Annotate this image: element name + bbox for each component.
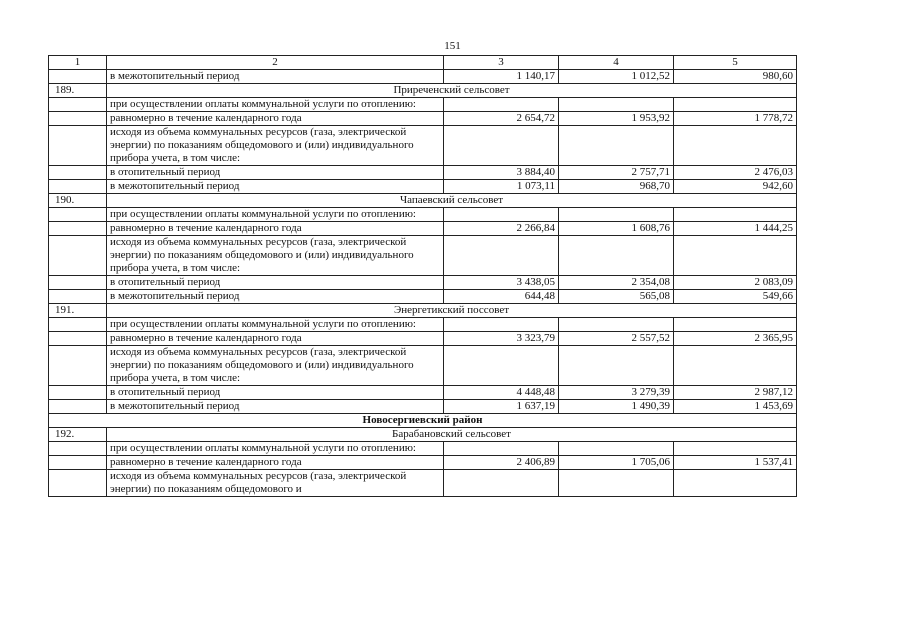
note-text: при осуществлении оплаты коммунальной услуги по отоплению: [107, 318, 444, 332]
empty-cell [559, 236, 674, 276]
value-cell: 1 537,41 [674, 456, 797, 470]
empty-cell [444, 470, 559, 497]
empty-cell [49, 346, 107, 386]
column-header: 4 [559, 56, 674, 70]
value-cell: 980,60 [674, 70, 797, 84]
column-header: 2 [107, 56, 444, 70]
column-header: 1 [49, 56, 107, 70]
value-cell: 2 987,12 [674, 386, 797, 400]
region-row [49, 414, 797, 428]
row-label: в отопительный период [107, 386, 444, 400]
value-cell: 1 490,39 [559, 400, 674, 414]
note-row [49, 236, 797, 276]
tariff-table [48, 55, 797, 497]
empty-cell [49, 126, 107, 166]
value-cell: 1 778,72 [674, 112, 797, 126]
empty-cell [674, 98, 797, 112]
empty-cell [674, 442, 797, 456]
row-label: в межотопительный период [107, 70, 444, 84]
empty-cell [559, 208, 674, 222]
note-row [49, 208, 797, 222]
empty-cell [444, 126, 559, 166]
value-cell: 2 757,71 [559, 166, 674, 180]
row-label: в отопительный период [107, 166, 444, 180]
empty-cell [674, 236, 797, 276]
table-row [49, 276, 797, 290]
empty-cell [49, 236, 107, 276]
row-number [49, 276, 107, 290]
row-label: равномерно в течение календарного года [107, 112, 444, 126]
section-number: 189. [49, 84, 107, 98]
empty-cell [674, 470, 797, 497]
empty-cell [49, 98, 107, 112]
value-cell: 1 608,76 [559, 222, 674, 236]
section-title: Приреченский сельсовет [107, 84, 797, 98]
row-number [49, 70, 107, 84]
value-cell: 1 012,52 [559, 70, 674, 84]
note-row [49, 470, 797, 497]
row-number [49, 112, 107, 126]
empty-cell [49, 318, 107, 332]
row-label: равномерно в течение календарного года [107, 332, 444, 346]
value-cell: 644,48 [444, 290, 559, 304]
value-cell: 3 323,79 [444, 332, 559, 346]
value-cell: 1 140,17 [444, 70, 559, 84]
value-cell: 942,60 [674, 180, 797, 194]
empty-cell [559, 318, 674, 332]
value-cell: 549,66 [674, 290, 797, 304]
empty-cell [674, 208, 797, 222]
table-row [49, 400, 797, 414]
table-row [49, 112, 797, 126]
empty-cell [444, 346, 559, 386]
empty-cell [559, 442, 674, 456]
empty-cell [444, 236, 559, 276]
section-number: 192. [49, 428, 107, 442]
row-number [49, 400, 107, 414]
column-header: 3 [444, 56, 559, 70]
value-cell: 2 406,89 [444, 456, 559, 470]
table-row [49, 70, 797, 84]
empty-cell [49, 208, 107, 222]
value-cell: 968,70 [559, 180, 674, 194]
row-number [49, 386, 107, 400]
empty-cell [49, 470, 107, 497]
value-cell: 2 557,52 [559, 332, 674, 346]
empty-cell [559, 98, 674, 112]
row-label: в межотопительный период [107, 180, 444, 194]
section-row [49, 84, 797, 98]
empty-cell [444, 442, 559, 456]
value-cell: 3 438,05 [444, 276, 559, 290]
empty-cell [49, 442, 107, 456]
note-text: при осуществлении оплаты коммунальной услуги по отоплению: [107, 208, 444, 222]
section-row [49, 428, 797, 442]
table-row [49, 386, 797, 400]
table-row [49, 222, 797, 236]
value-cell: 2 266,84 [444, 222, 559, 236]
table-row [49, 332, 797, 346]
section-row [49, 194, 797, 208]
section-title: Энергетикский поссовет [107, 304, 797, 318]
row-number [49, 290, 107, 304]
empty-cell [674, 318, 797, 332]
empty-cell [559, 346, 674, 386]
row-number [49, 456, 107, 470]
empty-cell [444, 318, 559, 332]
note-row [49, 98, 797, 112]
note-text: при осуществлении оплаты коммунальной услуги по отоплению: [107, 98, 444, 112]
empty-cell [559, 126, 674, 166]
page-number: 151 [444, 40, 461, 52]
table-row [49, 180, 797, 194]
note-text: при осуществлении оплаты коммунальной услуги по отоплению: [107, 442, 444, 456]
region-title: Новосергиевский район [49, 414, 797, 428]
note-row [49, 346, 797, 386]
table-row [49, 166, 797, 180]
column-header: 5 [674, 56, 797, 70]
empty-cell [674, 126, 797, 166]
section-title: Барабановский сельсовет [107, 428, 797, 442]
row-label: равномерно в течение календарного года [107, 222, 444, 236]
value-cell: 565,08 [559, 290, 674, 304]
value-cell: 2 083,09 [674, 276, 797, 290]
value-cell: 3 279,39 [559, 386, 674, 400]
value-cell: 1 073,11 [444, 180, 559, 194]
table-row [49, 456, 797, 470]
row-label: в межотопительный период [107, 400, 444, 414]
section-number: 190. [49, 194, 107, 208]
section-number: 191. [49, 304, 107, 318]
value-cell: 1 637,19 [444, 400, 559, 414]
value-cell: 2 354,08 [559, 276, 674, 290]
section-title: Чапаевский сельсовет [107, 194, 797, 208]
empty-cell [444, 98, 559, 112]
value-cell: 1 444,25 [674, 222, 797, 236]
empty-cell [444, 208, 559, 222]
note-row [49, 442, 797, 456]
value-cell: 2 365,95 [674, 332, 797, 346]
value-cell: 3 884,40 [444, 166, 559, 180]
row-number [49, 180, 107, 194]
note-text: исходя из объема коммунальных ресурсов (газа, электрической энергии) по показаниям общедомового и [107, 470, 444, 497]
table-header-row [49, 56, 797, 70]
value-cell: 1 453,69 [674, 400, 797, 414]
row-label: в отопительный период [107, 276, 444, 290]
empty-cell [559, 470, 674, 497]
value-cell: 2 654,72 [444, 112, 559, 126]
value-cell: 1 953,92 [559, 112, 674, 126]
row-number [49, 332, 107, 346]
table-row [49, 290, 797, 304]
row-number [49, 166, 107, 180]
note-text: исходя из объема коммунальных ресурсов (газа, электрической энергии) по показаниям общедомового и (или) индивидуального прибора учета, в том числе: [107, 236, 444, 276]
row-label: в межотопительный период [107, 290, 444, 304]
row-label: равномерно в течение календарного года [107, 456, 444, 470]
value-cell: 4 448,48 [444, 386, 559, 400]
note-row [49, 126, 797, 166]
row-number [49, 222, 107, 236]
value-cell: 1 705,06 [559, 456, 674, 470]
note-row [49, 318, 797, 332]
value-cell: 2 476,03 [674, 166, 797, 180]
section-row [49, 304, 797, 318]
empty-cell [674, 346, 797, 386]
note-text: исходя из объема коммунальных ресурсов (газа, электрической энергии) по показаниям общедомового и (или) индивидуального прибора учета, в том числе: [107, 126, 444, 166]
note-text: исходя из объема коммунальных ресурсов (газа, электрической энергии) по показаниям общедомового и (или) индивидуального прибора учета, в том числе: [107, 346, 444, 386]
